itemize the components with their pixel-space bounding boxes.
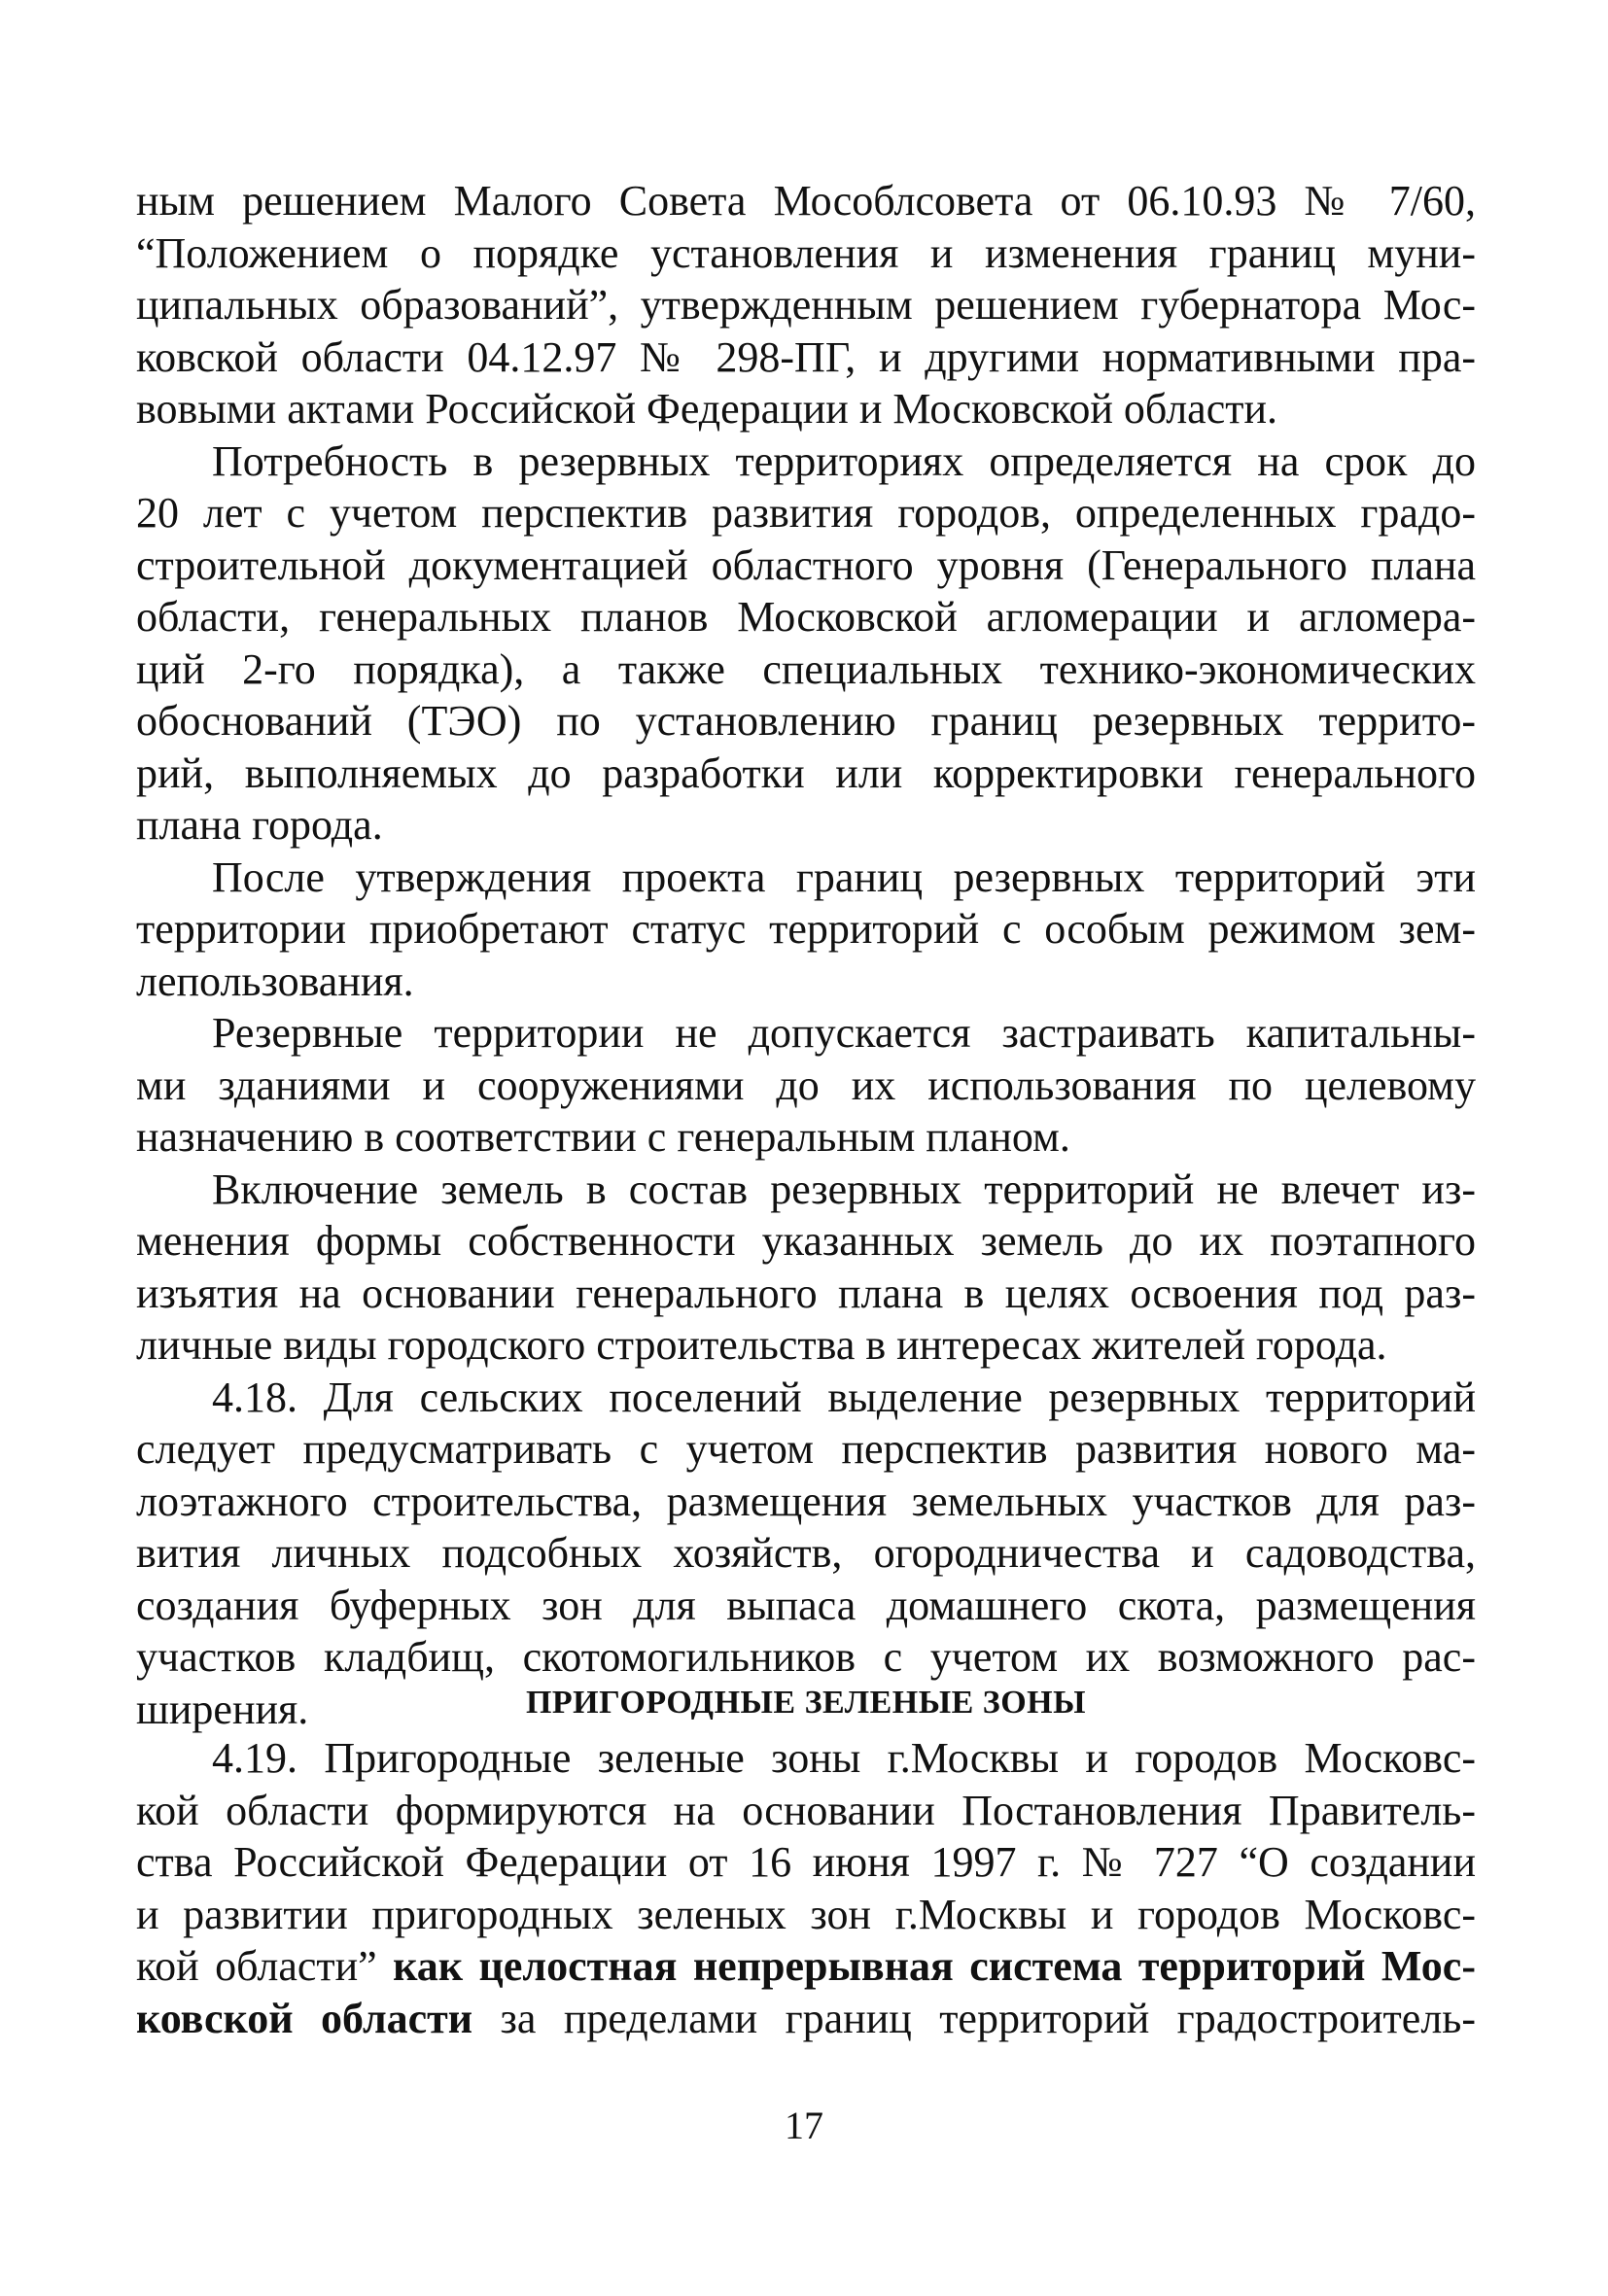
text-line: изъятия на основании генерального плана в целях освоения под раз- [136, 1269, 1476, 1317]
text-line: рий, выполняемых до разработки или корректировки генерального [136, 748, 1476, 797]
text-line: вития личных подсобных хозяйств, огородничества и садоводства, [136, 1529, 1476, 1577]
text-line: ширения. [136, 1685, 309, 1733]
bold-text-run: как целостная непрерывная система территорий Мос- [393, 1942, 1476, 1990]
text-line: следует предусматривать с учетом перспектив развития нового ма- [136, 1425, 1476, 1473]
body-text [136, 175, 1476, 1735]
text-line: кой области формируются на основании Постановления Правитель- [136, 1786, 1476, 1834]
paragraph [136, 852, 1476, 1008]
section-heading: ПРИГОРОДНЫЕ ЗЕЛЕНЫЕ ЗОНЫ [525, 1685, 1087, 1721]
text-line: области, генеральных планов Московской агломерации и агломера- [136, 593, 1476, 641]
text-line: вовыми актами Российской Федерации и Московской области. [136, 385, 1278, 433]
text-run: за пределами границ территорий градостроитель- [472, 1994, 1476, 2042]
section-4-19 [136, 1732, 1476, 2044]
text-line: создания буферных зон для выпаса домашнего скота, размещения [136, 1581, 1476, 1629]
text-line: 4.18. Для сельских поселений выделение резервных территорий [212, 1373, 1476, 1421]
text-line: менения формы собственности указанных земель до их поэтапного [136, 1217, 1476, 1265]
text-line: строительной документацией областного уровня (Генерального плана [136, 540, 1476, 589]
text-line: лоэтажного строительства, размещения земельных участков для раз- [136, 1477, 1476, 1525]
text-line: 20 лет с учетом перспектив развития городов, определенных градо- [136, 489, 1476, 537]
paragraph [136, 1164, 1476, 1372]
text-line: ций 2-го порядка), а также специальных технико-экономических [136, 644, 1476, 693]
text-line: плана города. [136, 801, 383, 849]
text-line: обоснований (ТЭО) по установлению границ резервных террито- [136, 697, 1476, 745]
text-line: и развитии пригородных зеленых зон г.Москвы и городов Московс- [136, 1890, 1476, 1938]
text-line [136, 1993, 1476, 2045]
text-line [136, 1940, 1476, 1993]
paragraph [136, 435, 1476, 852]
text-line: 4.19. Пригородные зеленые зоны г.Москвы и городов Московс- [212, 1734, 1476, 1782]
text-line: личные виды городского строительства в интересах жителей города. [136, 1321, 1387, 1369]
text-line: ми зданиями и сооружениями до их использования по целевому [136, 1061, 1476, 1109]
text-line: “Положением о порядке установления и изменения границ муни- [136, 228, 1476, 277]
text-run: кой области” [136, 1942, 394, 1990]
text-line: ципальных образований”, утвержденным решением губернатора Мос- [136, 281, 1476, 329]
paragraph [136, 175, 1476, 435]
text-line: территории приобретают статус территорий с особым режимом зем- [136, 905, 1476, 953]
text-line: Резервные территории не допускается застраивать капитальны- [212, 1009, 1476, 1057]
text-line: ным решением Малого Совета Мособлсовета от 06.10.93 № 7/60, [136, 177, 1476, 225]
page-number: 17 [785, 2104, 823, 2147]
text-line: ства Российской Федерации от 16 июня 1997 г. № 727 “О создании [136, 1838, 1476, 1886]
bold-text-run: ковской области [136, 1994, 473, 2042]
text-line: ковской области 04.12.97 № 298-ПГ, и другими нормативными пра- [136, 332, 1476, 381]
text-line: Потребность в резервных территориях определяется на срок до [212, 436, 1476, 485]
text-line: назначению в соответствии с генеральным планом. [136, 1113, 1070, 1161]
text-line: Включение земель в состав резервных территорий не влечет из- [212, 1165, 1476, 1213]
text-line: участков кладбищ, скотомогильников с учетом их возможного рас- [136, 1633, 1476, 1681]
text-line: лепользования. [136, 957, 414, 1005]
text-line: После утверждения проекта границ резервных территорий эти [212, 852, 1476, 901]
paragraph [136, 1007, 1476, 1164]
